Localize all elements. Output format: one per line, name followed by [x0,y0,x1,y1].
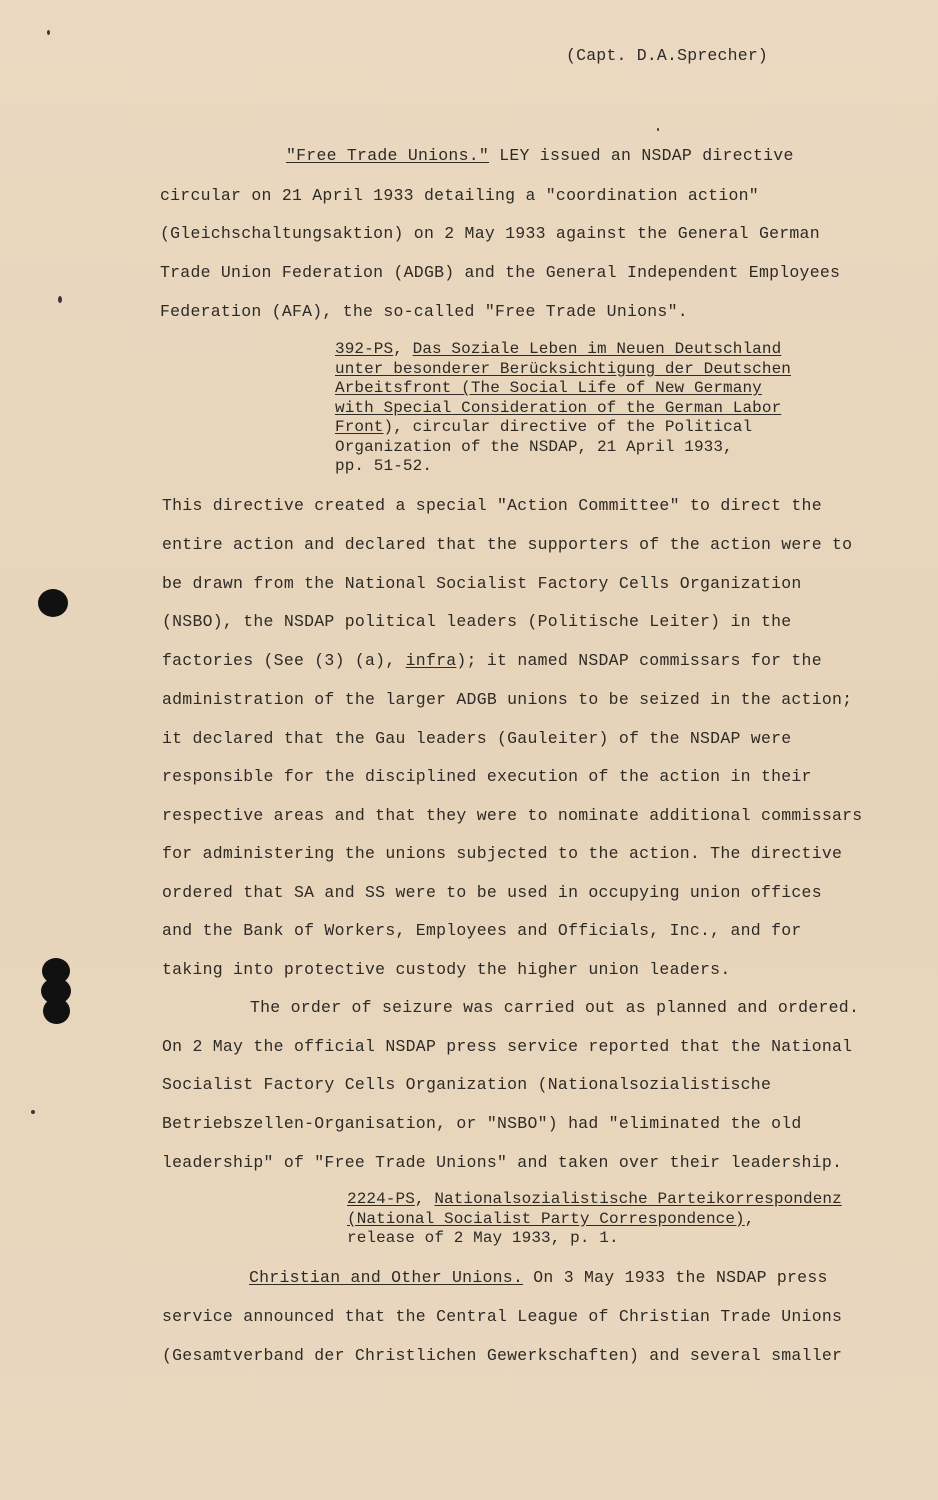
binder-hole-top [38,589,68,617]
paragraph-4-line-3: (Gesamtverband der Christlichen Gewerkschaften) and several smaller [162,1346,843,1365]
paragraph-2-line-10: for administering the unions subjected to the action. The directive [162,844,843,863]
section-heading-free-trade-unions: "Free Trade Unions." [286,146,490,165]
infra-reference: infra [405,651,457,670]
paragraph-1-line-1 [286,146,794,165]
document-reference-2224-ps: 2224-PS [347,1190,415,1208]
citation-1: 392-PS, Das Soziale Leben im Neuen Deutschland unter besonderer Berücksichtigung der Deutschen Arbeitsfront (The Social Life of New Germany with Special Consideration of the German Labor Front), circular directive of the Political Organization of the NSDAP, 21 April 1933, pp. 51-52. [335,340,791,475]
paragraph-1-text: LEY issued an NSDAP directive [489,146,794,165]
paragraph-1-line-4: Trade Union Federation (ADGB) and the General Independent Employees [160,263,841,282]
paragraph-1-line-3: (Gleichschaltungsaktion) on 2 May 1933 against the General German [160,224,820,243]
citation-2: 2224-PS, Nationalsozialistische Parteikorrespondenz (National Socialist Party Correspondence), release of 2 May 1933, p. 1. [347,1190,842,1247]
paragraph-1-line-2: circular on 21 April 1933 detailing a "coordination action" [160,186,759,205]
binder-hole-middle-c [43,998,70,1024]
author-header: (Capt. D.A.Sprecher) [566,46,769,65]
paper-speck [657,128,659,131]
paragraph-2-line-3: be drawn from the National Socialist Factory Cells Organization [162,574,802,593]
document-reference-392-ps: 392-PS [335,340,394,358]
paragraph-3-line-4: Betriebszellen-Organisation, or "NSBO") had "eliminated the old [162,1114,802,1133]
paragraph-2-line-7: it declared that the Gau leaders (Gauleiter) of the NSDAP were [162,729,792,748]
paragraph-2-line-6: administration of the larger ADGB unions to be seized in the action; [162,690,853,709]
paragraph-2-line-5: factories (See (3) (a), infra); it named NSDAP commissars for the [162,651,822,670]
paper-speck [31,1110,35,1114]
section-heading-christian-unions: Christian and Other Unions. [249,1268,524,1287]
paragraph-3-line-3: Socialist Factory Cells Organization (Nationalsozialistische [162,1075,772,1094]
paragraph-3-line-2: On 2 May the official NSDAP press service reported that the National [162,1037,853,1056]
paper-speck [58,296,62,303]
paragraph-4-line-2: service announced that the Central League of Christian Trade Unions [162,1307,843,1326]
paragraph-1-line-5: Federation (AFA), the so-called "Free Trade Unions". [160,302,688,321]
paragraph-3-line-5: leadership" of "Free Trade Unions" and taken over their leadership. [162,1153,843,1172]
paragraph-4-line-1: Christian and Other Unions. On 3 May 1933 the NSDAP press [249,1268,828,1287]
paragraph-2-line-2: entire action and declared that the supporters of the action were to [162,535,853,554]
paragraph-3-line-1: The order of seizure was carried out as planned and ordered. [250,998,860,1017]
paragraph-2-line-8: responsible for the disciplined execution of the action in their [162,767,812,786]
paragraph-2-line-4: (NSBO), the NSDAP political leaders (Politische Leiter) in the [162,612,792,631]
paragraph-2-line-13: taking into protective custody the higher union leaders. [162,960,731,979]
paragraph-2-line-12: and the Bank of Workers, Employees and Officials, Inc., and for [162,921,802,940]
paragraph-2-line-11: ordered that SA and SS were to be used in occupying union offices [162,883,822,902]
paragraph-2-line-9: respective areas and that they were to nominate additional commissars [162,806,863,825]
paragraph-2-line-1: This directive created a special "Action Committee" to direct the [162,496,822,515]
paper-speck [47,30,50,35]
